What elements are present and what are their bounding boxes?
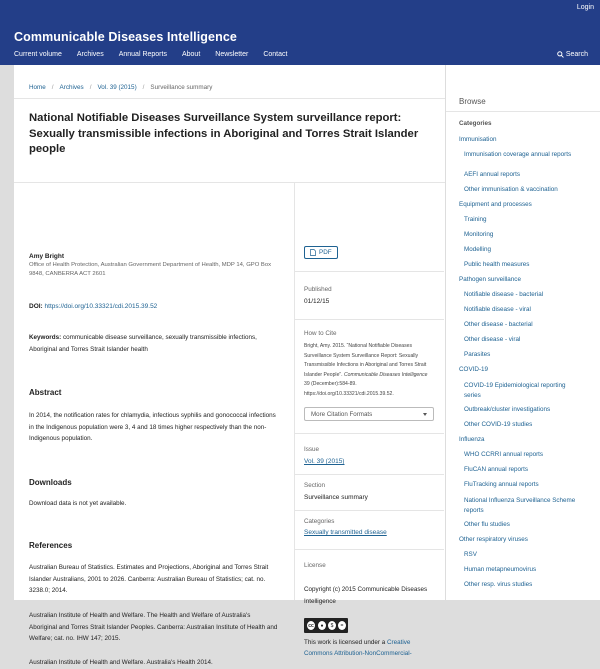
sidebar-subcategory[interactable]: Other disease - viral: [464, 336, 521, 343]
sidebar-subcategory[interactable]: Immunisation coverage annual reports: [464, 151, 572, 158]
references-heading: References: [29, 541, 73, 550]
breadcrumb-volume[interactable]: Vol. 39 (2015): [97, 84, 137, 91]
sidebar-subcategory[interactable]: Other flu studies: [464, 521, 510, 528]
nav-newsletter[interactable]: Newsletter: [215, 51, 249, 58]
abstract-heading: Abstract: [29, 388, 62, 397]
sidebar-category[interactable]: Influenza: [459, 436, 485, 443]
breadcrumb: [29, 84, 212, 91]
license-label: License: [304, 562, 326, 569]
search-link[interactable]: [557, 51, 588, 58]
category-link[interactable]: Sexually transmitted disease: [304, 529, 387, 536]
chevron-down-icon: [423, 413, 427, 416]
login-link[interactable]: Login: [576, 4, 594, 11]
divider: [294, 510, 444, 511]
reference-item: Australian Bureau of Statistics. Estimates and Projections, Aboriginal and Torres Strait Islander Australians, 2001 to 2026. Canberra: Australian Bureau of Statistics; cat. no. 3238.0; 2014.: [29, 564, 269, 594]
browse-heading: Browse: [459, 97, 486, 106]
sidebar-category[interactable]: COVID-19: [459, 366, 489, 373]
nc-icon: $: [328, 621, 336, 630]
nav-current-volume[interactable]: Current volume: [14, 51, 62, 58]
main-nav: [14, 51, 302, 58]
nav-annual-reports[interactable]: Annual Reports: [118, 51, 167, 58]
sidebar-subcategory[interactable]: Modelling: [464, 246, 491, 253]
cc-license-badge[interactable]: [304, 618, 348, 633]
divider: [294, 319, 444, 320]
license-cc-statement: [304, 637, 439, 659]
pdf-button[interactable]: [304, 246, 338, 259]
sidebar-category[interactable]: Other respiratory viruses: [459, 536, 528, 543]
by-icon: ●: [318, 621, 326, 630]
sidebar-subcategory[interactable]: National Influenza Surveillance Scheme reports: [464, 497, 576, 514]
column-divider: [294, 182, 295, 600]
doi-row: [29, 303, 157, 310]
search-icon: [557, 51, 564, 58]
abstract-text: In 2014, the notification rates for chlamydia, infectious syphilis and gonococcal infections in the Indigenous population were 3, 4 and 18 times higher respectively than the non-Indigenous population.: [29, 412, 276, 442]
keywords-row: [29, 332, 279, 355]
sidebar-subcategory[interactable]: Notifiable disease - viral: [464, 306, 531, 313]
breadcrumb-separator: /: [142, 84, 145, 91]
divider: [14, 98, 445, 99]
keywords-label: Keywords:: [29, 334, 62, 341]
doi-link[interactable]: https://doi.org/10.33321/cdi.2015.39.52: [44, 303, 158, 310]
site-header: [0, 0, 600, 65]
divider: [14, 182, 445, 183]
author-affiliation: Office of Health Protection, Australian Government Department of Health, MDP 14, GPO Box 9848, CANBERRA ACT 2601: [29, 262, 272, 277]
sidebar-subcategory[interactable]: Human metapneumovirus: [464, 566, 537, 573]
divider: [446, 111, 600, 112]
citation-journal: Communicable Diseases Intelligence: [343, 371, 428, 378]
sidebar-subcategory[interactable]: Public health measures: [464, 261, 530, 268]
sidebar-subcategory[interactable]: AEFI annual reports: [464, 171, 521, 178]
sidebar-subcategory[interactable]: Notifiable disease - bacterial: [464, 291, 544, 298]
breadcrumb-home[interactable]: Home: [29, 84, 46, 91]
doi-label: DOI:: [29, 303, 43, 310]
sidebar-subcategory[interactable]: Training: [464, 216, 487, 223]
sidebar-subcategory[interactable]: FluCAN annual reports: [464, 466, 529, 473]
nav-contact[interactable]: Contact: [263, 51, 288, 58]
breadcrumb-current: Surveillance summary: [150, 84, 213, 91]
published-label: Published: [304, 286, 332, 293]
reference-item: Australian Institute of Health and Welfare. Australia's Health 2014.: [29, 659, 213, 666]
cc-icon: cc: [306, 620, 316, 631]
divider: [294, 433, 444, 434]
issue-label: Issue: [304, 446, 320, 453]
divider: [294, 549, 444, 550]
author-name: Amy Bright: [29, 253, 65, 260]
breadcrumb-separator: /: [89, 84, 92, 91]
page-body: [0, 65, 600, 666]
breadcrumb-archives[interactable]: Archives: [59, 84, 84, 91]
nav-archives[interactable]: Archives: [76, 51, 104, 58]
sidebar-subcategory[interactable]: FluTracking annual reports: [464, 481, 539, 488]
sidebar-category[interactable]: Immunisation: [459, 136, 497, 143]
search-label: Search: [565, 51, 588, 58]
sidebar-subcategory[interactable]: Other COVID-19 studies: [464, 421, 533, 428]
divider: [294, 271, 444, 272]
nav-about[interactable]: About: [181, 51, 201, 58]
citation-main: Bright, Amy. 2015. “National Notifiable Diseases Surveillance System Surveillance Report: Sexually Transmissible Infections in Aboriginal and Torres Strait Islander People”.: [304, 343, 427, 378]
license-copyright: Copyright (c) 2015 Communicable Diseases Intelligence: [304, 586, 428, 605]
sidebar-subcategory[interactable]: Other disease - bacterial: [464, 321, 533, 328]
sidebar-category[interactable]: Pathogen surveillance: [459, 276, 521, 283]
citation-text: [304, 342, 432, 399]
keywords-value: communicable disease surveillance, sexually transmissible infections, Aboriginal and Torres Strait Islander health: [29, 334, 257, 353]
license-cc-link[interactable]: Creative Commons Attribution-NonCommercial-: [304, 639, 412, 657]
downloads-text: Download data is not yet available.: [29, 500, 127, 507]
sidebar-subcategory[interactable]: Parasites: [464, 351, 491, 358]
citation-formats-label: More Citation Formats: [311, 411, 373, 418]
nd-icon: =: [338, 621, 346, 630]
pdf-label: PDF: [319, 249, 332, 256]
published-date: 01/12/15: [304, 298, 330, 305]
file-pdf-icon: [310, 249, 316, 256]
downloads-heading: Downloads: [29, 478, 72, 487]
sidebar-category[interactable]: Equipment and processes: [459, 201, 532, 208]
issue-link[interactable]: Vol. 39 (2015): [304, 458, 345, 465]
reference-item: Australian Institute of Health and Welfare. The Health and Welfare of Australia's Aboriginal and Torres Strait Islander Peoples. Canberra: Australian Institute of Health and Welfare; cat. no. IHW 147; 2015.: [29, 612, 278, 642]
how-to-cite-label: How to Cite: [304, 330, 337, 337]
breadcrumb-separator: /: [51, 84, 54, 91]
divider: [294, 474, 444, 475]
sidebar-subcategory[interactable]: RSV: [464, 551, 477, 558]
sidebar-subcategory[interactable]: COVID-19 Epidemiological reporting series: [464, 382, 566, 399]
article-title: National Notifiable Diseases Surveillance System surveillance report: Sexually transmissible infections in Aboriginal and Torres Strait Islander people: [29, 112, 419, 155]
sidebar: [446, 65, 600, 600]
section-label: Section: [304, 482, 326, 489]
categories-label: Categories: [304, 518, 335, 525]
sidebar-subcategory[interactable]: Other resp. virus studies: [464, 581, 533, 588]
section-value: Surveillance summary: [304, 494, 368, 501]
sidebar-subcategory[interactable]: Other immunisation & vaccination: [464, 186, 558, 193]
citation-rest: 39 (December):584-89. https://doi.org/10.33321/cdi.2015.39.52.: [304, 381, 394, 397]
site-title[interactable]: Communicable Diseases Intelligence: [14, 30, 237, 44]
sidebar-subcategory[interactable]: Outbreak/cluster investigations: [464, 406, 551, 413]
sidebar-subcategory[interactable]: WHO CCRRI annual reports: [464, 451, 544, 458]
main-content: [14, 65, 445, 666]
license-cc-text: This work is licensed under a: [304, 639, 386, 646]
citation-formats-dropdown[interactable]: [304, 407, 434, 421]
sidebar-subcategory[interactable]: Monitoring: [464, 231, 494, 238]
categories-heading: Categories: [459, 120, 492, 127]
